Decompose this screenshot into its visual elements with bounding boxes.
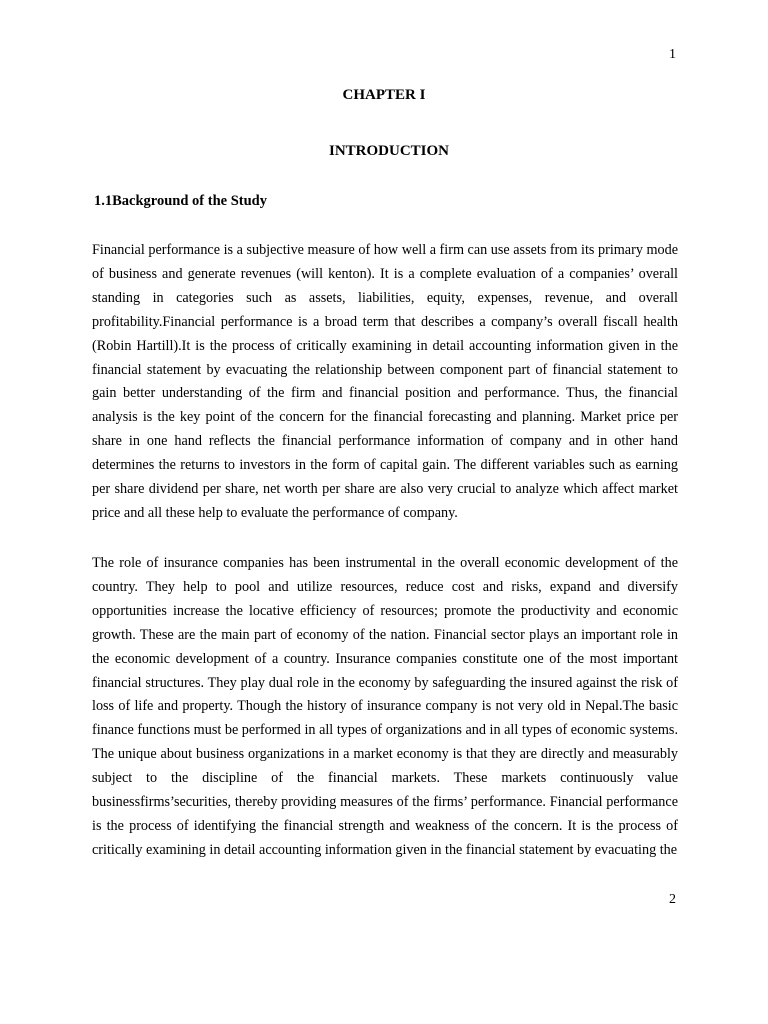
- chapter-title: CHAPTER I: [342, 87, 426, 103]
- paragraph-2-text: The role of insurance companies has been instrumental in the overall economic development of the country. They help to pool and utilize resources, reduce cost and risks, expand and diversify opportunities increase the locative efficiency of resources; promote the productivity and economic growth. These are the main part of economy of the nation. Financial sector plays an important role in the economic development of a country. Insurance companies constitute one of the most important financial structures. They play dual role in the economy by safeguarding the insured against the risk of loss of life and property. Though the history of insurance company is not very old in Nepal.The basic finance functions must be performed in all types of organizations and in all types of economic systems. The unique about business organizations in a market economy is that they are directly and measurably subject to the discipline of the financial markets. These markets continuously value businessfirms’securities, thereby providing measures of the firms’ performance. Financial performance is the process of identifying the financial strength and weakness of the concern. It is the process of critically examining in detail accounting information given in the financial statement by evacuating the: [92, 555, 678, 858]
- section-heading: 1.1Background of the Study: [94, 193, 267, 209]
- paragraph-1-text: Financial performance is a subjective measure of how well a firm can use assets from its primary mode of business and generate revenues (will kenton). It is a complete evaluation of a companies’ overall standing in categories such as assets, liabilities, equity, expenses, revenue, and overall profitability.Financial performance is a broad term that describes a company’s overall fiscall health (Robin Hartill).It is the process of critically examining in detail accounting information given in the financial statement by evacuating the relationship between component part of financial statement to gain better understanding of the firm and financial position and performance. Thus, the financial analysis is the key point of the concern for the financial forecasting and planning. Market price per share in one hand reflects the financial performance information of company and in other hand determines the returns to investors in the form of capital gain. The different variables such as earning per share dividend per share, net worth per share are also very crucial to analyze which affect market price and all these help to evaluate the performance of company.: [92, 242, 678, 521]
- page-number-bottom: 2: [669, 892, 676, 907]
- page-number-top: 1: [669, 47, 676, 62]
- paragraph-1: [92, 239, 678, 526]
- introduction-title: INTRODUCTION: [328, 143, 449, 159]
- paragraph-2: [92, 552, 678, 863]
